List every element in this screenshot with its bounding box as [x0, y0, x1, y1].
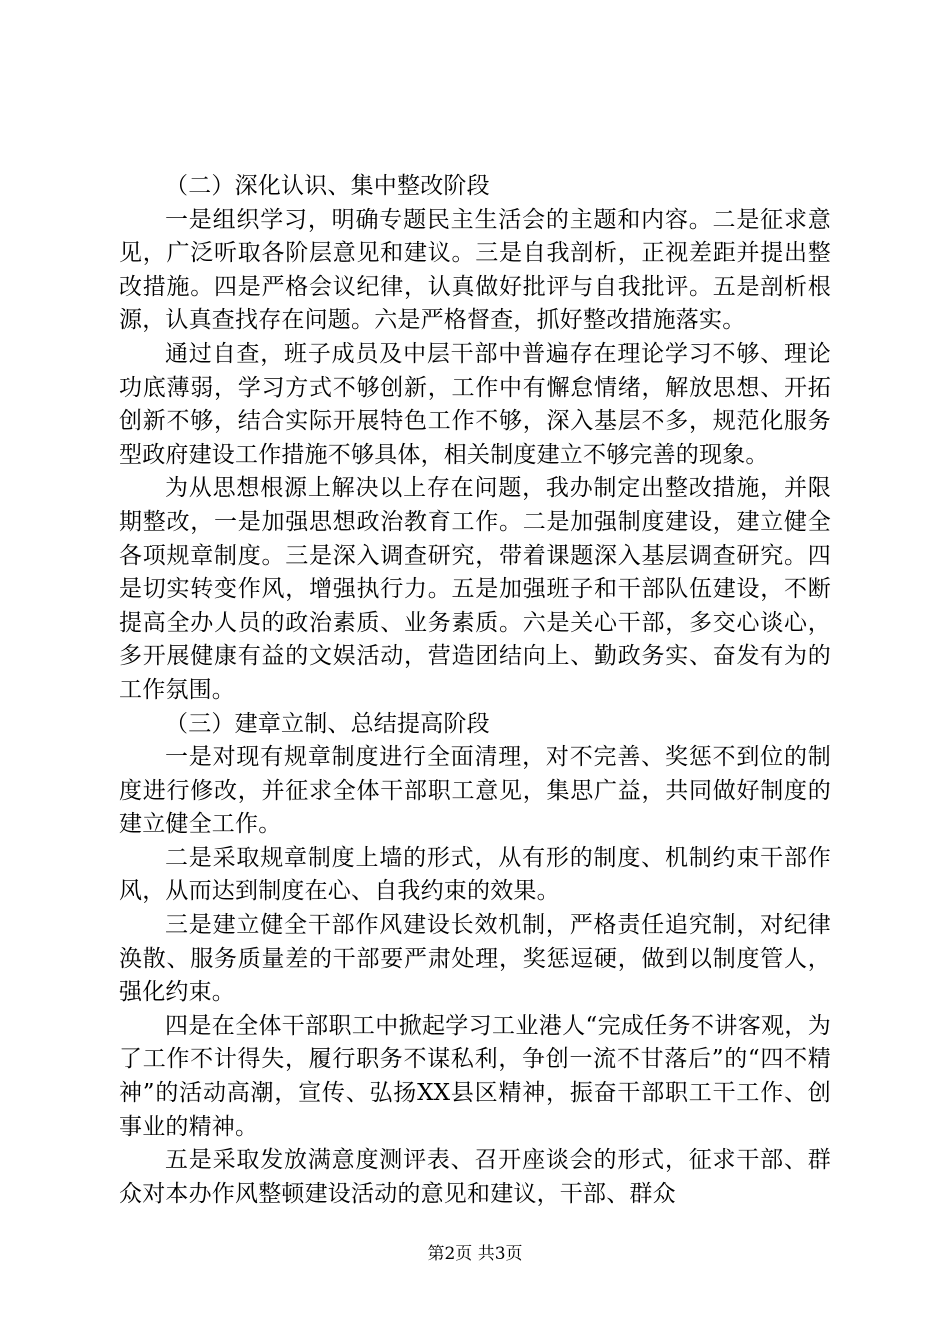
paragraph: 一是对现有规章制度进行全面清理，对不完善、奖惩不到位的制度进行修改，并征求全体干部职工意见，集思广益，共同做好制度的建立健全工作。: [119, 744, 831, 838]
paragraph: 二是采取规章制度上墙的形式，从有形的制度、机制约束干部作风，从而达到制度在心、自我约束的效果。: [119, 844, 831, 905]
section-heading-2: （二）深化认识、集中整改阶段: [165, 173, 490, 199]
paragraph: 通过自查，班子成员及中层干部中普遍存在理论学习不够、理论功底薄弱，学习方式不够创新，工作中有懈怠情绪，解放思想、开拓创新不够，结合实际开展特色工作不够，深入基层不多，规范化服务型政府建设工作措施不够具体，相关制度建立不够完善的现象。: [119, 340, 831, 468]
paragraph: 一是组织学习，明确专题民主生活会的主题和内容。二是征求意见，广泛听取各阶层意见和建议。三是自我剖析，正视差距并提出整改措施。四是严格会议纪律，认真做好批评与自我批评。五是剖析根源，认真查找存在问题。六是严格督查，抓好整改措施落实。: [119, 206, 831, 334]
paragraph: 为从思想根源上解决以上存在问题，我办制定出整改措施，并限期整改，一是加强思想政治教育工作。二是加强制度建设，建立健全各项规章制度。三是深入调查研究，带着课题深入基层调查研究。四是切实转变作风，增强执行力。五是加强班子和干部队伍建设，不断提高全办人员的政治素质、业务素质。六是关心干部，多交心谈心，多开展健康有益的文娱活动，营造团结向上、勤政务实、奋发有为的工作氛围。: [119, 475, 831, 703]
document-body: [119, 170, 831, 1211]
page-number-footer: 第2页 共3页: [427, 1244, 523, 1264]
paragraph: 四是在全体干部职工中掀起学习工业港人“完成任务不讲客观，为了工作不计得失，履行职务不谋私利，争创一流不甘落后”的“四不精神”的活动高潮，宣传、弘扬XX县区精神，振奋干部职工干工作、创事业的精神。: [119, 1012, 831, 1140]
paragraph: 五是采取发放满意度测评表、召开座谈会的形式，征求干部、群众对本办作风整顿建设活动的意见和建议，干部、群众: [119, 1147, 831, 1207]
section-heading-3: （三）建章立制、总结提高阶段: [165, 710, 490, 737]
paragraph: 三是建立健全干部作风建设长效机制，严格责任追究制，对纪律涣散、服务质量差的干部要严肃处理，奖惩逗硬，做到以制度管人，强化约束。: [119, 912, 831, 1006]
